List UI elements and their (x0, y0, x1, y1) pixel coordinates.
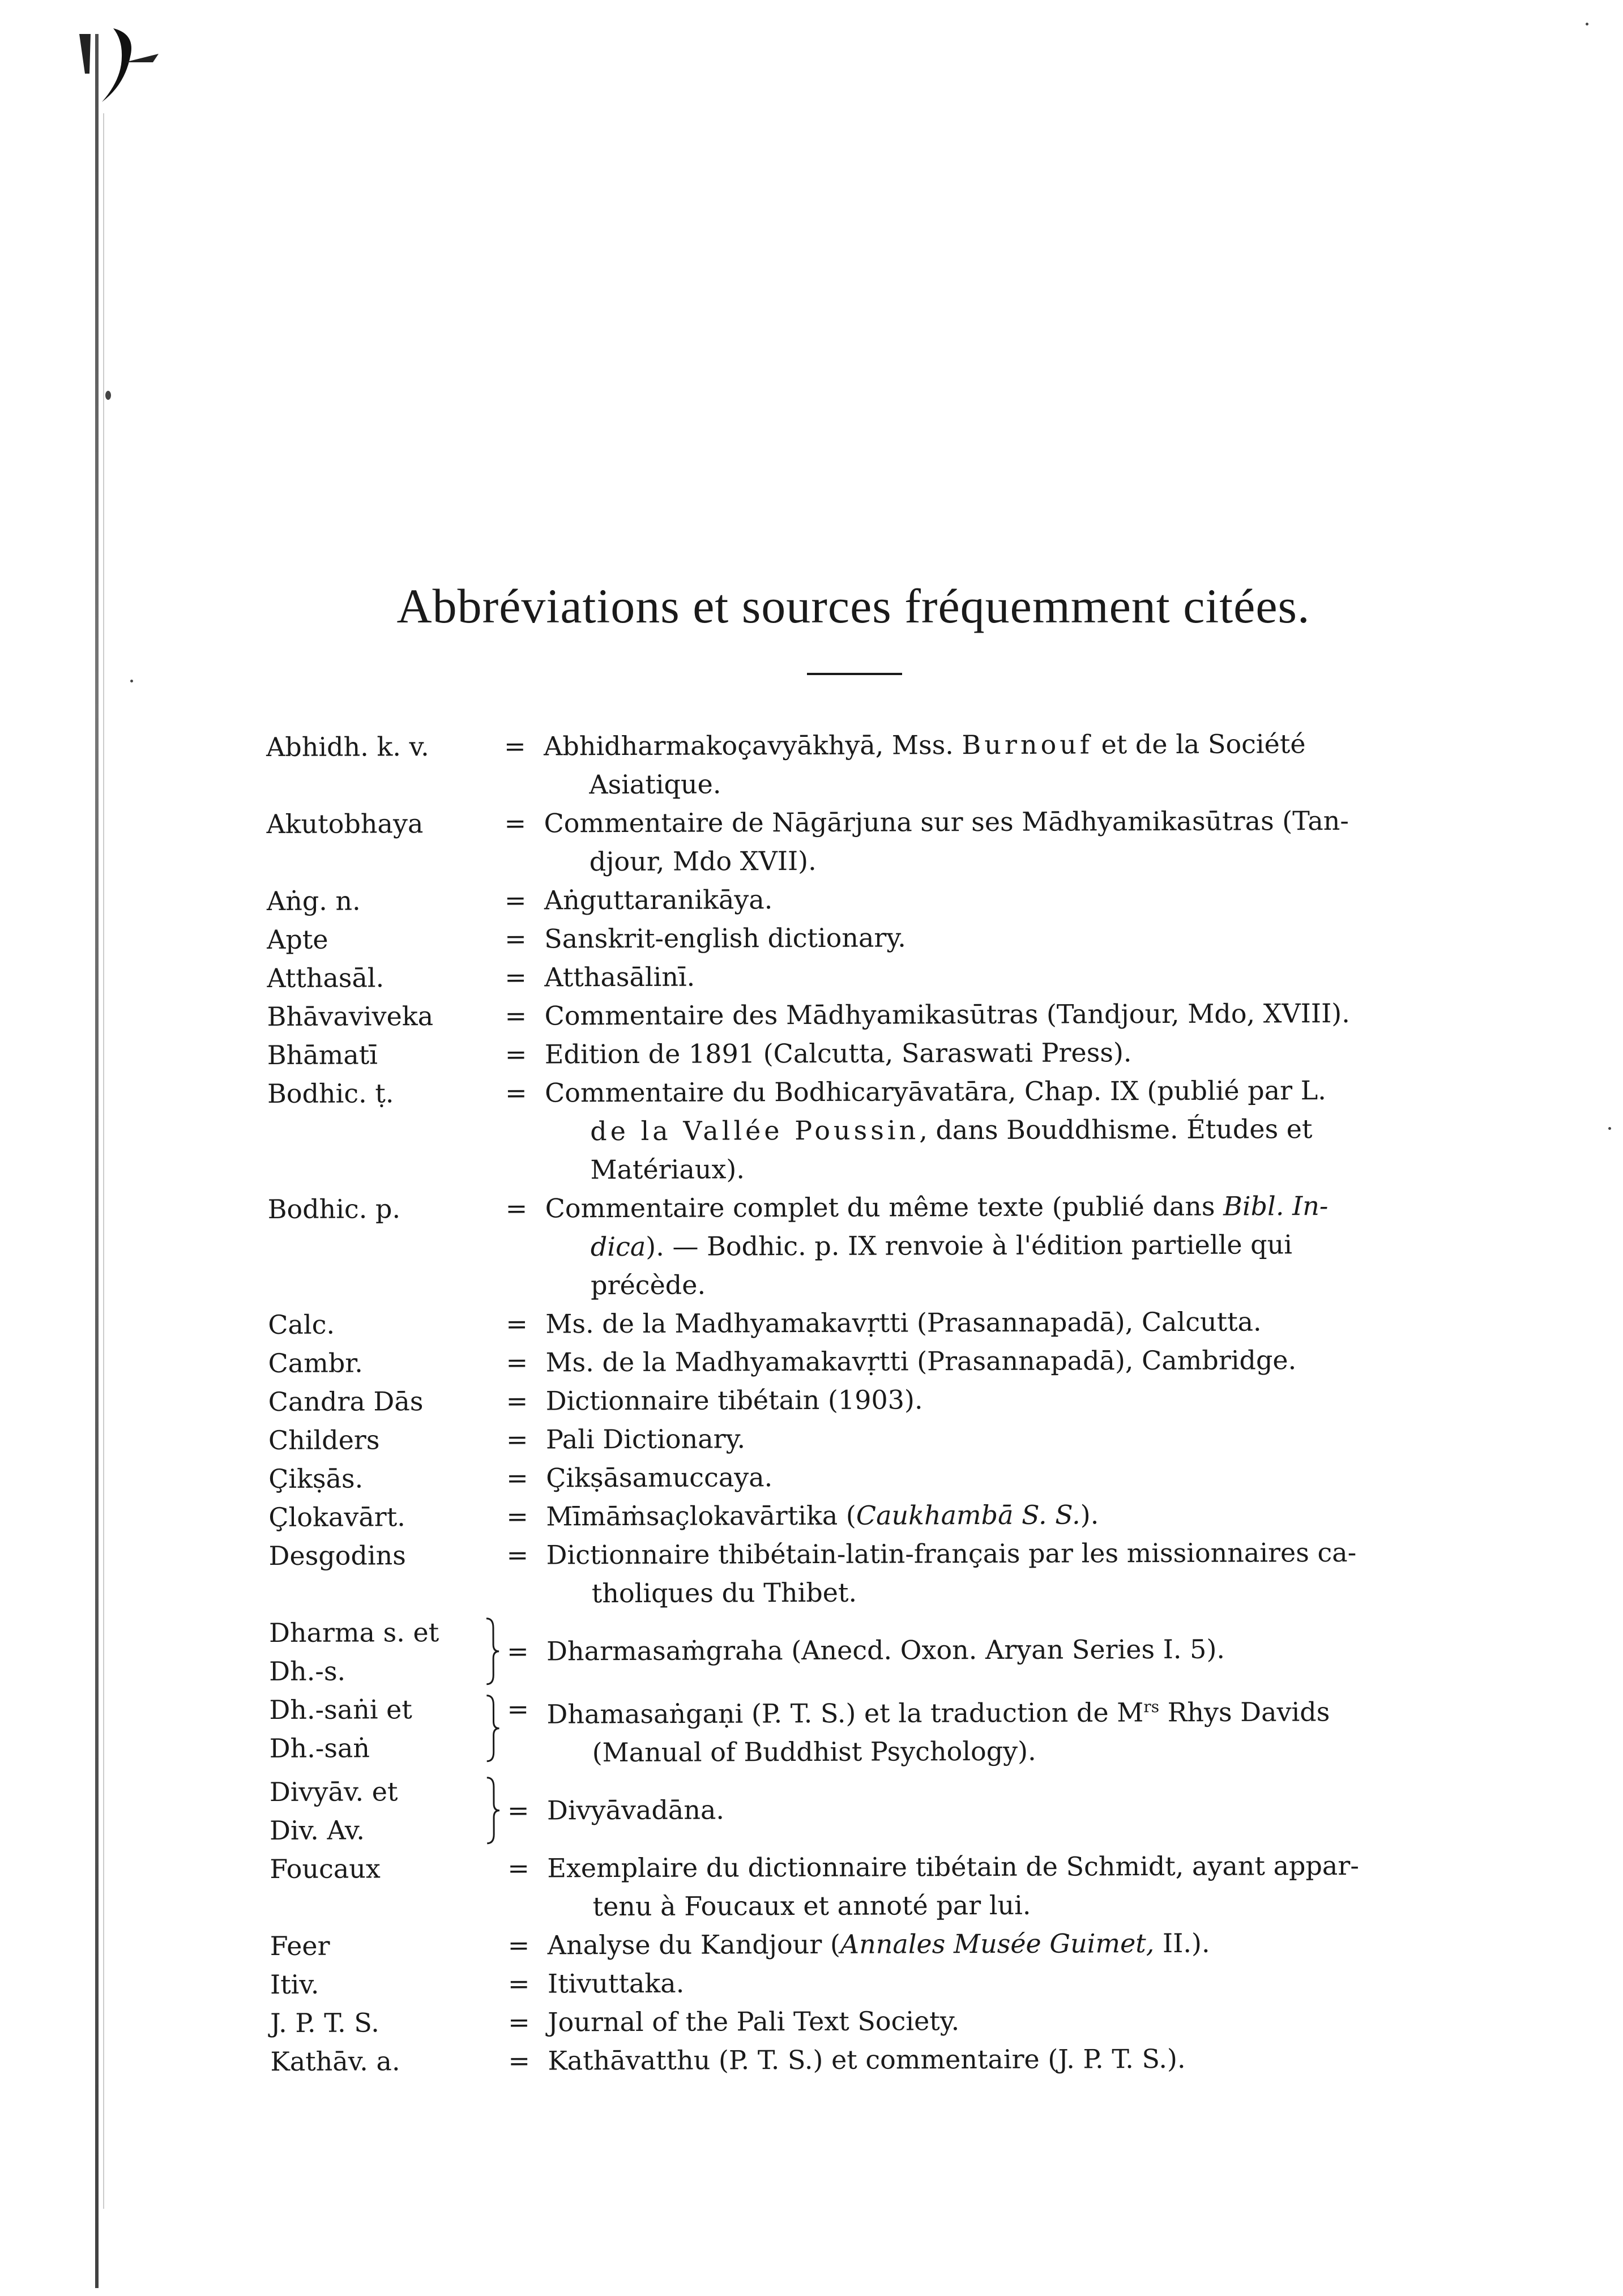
equals-sign: = (505, 1000, 527, 1031)
entry-abbreviation: Feer (270, 1930, 330, 1962)
list-item (269, 1610, 1458, 1691)
entry-definition: Mīmāṁsaçlokavārtika (Caukhambā S. S.). (546, 1499, 1099, 1532)
equals-sign: = (504, 731, 526, 762)
entry-abbreviation: Itiv. (270, 1969, 319, 2000)
entry-abbreviation: Candra Dās (268, 1386, 424, 1417)
list-item (270, 1962, 1459, 2004)
list-item (268, 1494, 1458, 1537)
entry-abbreviation: Apte (267, 924, 328, 955)
list-item (267, 1070, 1457, 1190)
entry-definition: Commentaire des Mādhyamikasūtras (Tandjour, Mdo, XVIII). (544, 997, 1350, 1031)
list-item (266, 801, 1455, 882)
entry-definition: Exemplaire du dictionnaire tibétain de Schmidt, ayant appar- tenu à Foucaux et annoté par lui. (547, 1850, 1359, 1922)
entry-abbreviation: Desgodins (268, 1540, 406, 1571)
entry-definition: Commentaire de Nāgārjuna sur ses Mādhyamikasūtras (Tan- djour, Mdo XVII). (544, 805, 1349, 877)
list-item (267, 1032, 1457, 1074)
entry-abbreviation: J. P. T. S. (270, 2007, 379, 2039)
entry-definition: Abhidharmakoçavyākhyā, Mss. Burnouf et de la Société Asiatique. (544, 728, 1306, 800)
equals-sign: = (506, 1462, 528, 1493)
equals-sign: = (506, 1385, 528, 1416)
entry-definition: Pali Dictionary. (545, 1423, 746, 1455)
entry-abbreviation: Divyāv. et Div. Av. (270, 1772, 507, 1850)
equals-sign: = (505, 962, 527, 993)
entry-definition: Çikṣāsamuccaya. (546, 1462, 773, 1493)
equals-sign: = (506, 1347, 528, 1378)
entry-definition: Divyāvadāna. (546, 1794, 725, 1826)
entry-abbreviation: Bodhic. p. (267, 1193, 401, 1224)
entry-definition: Sanskrit-english dictionary. (544, 922, 906, 954)
equals-sign: = (505, 1193, 528, 1224)
list-item (266, 724, 1455, 805)
entry-abbreviation: Atthasāl. (267, 962, 385, 993)
equals-sign: = (506, 1501, 529, 1532)
entry-abbreviation: Bodhic. ṭ. (267, 1078, 394, 1109)
equals-sign: = (507, 1636, 529, 1667)
entry-definition: Kathāvatthu (P. T. S.) et commentaire (J. P. T. S.). (548, 2043, 1186, 2076)
list-item (268, 1379, 1458, 1421)
equals-sign: = (507, 1930, 530, 1961)
entry-definition: Aṅguttaranikāya. (544, 884, 773, 916)
list-item (268, 1186, 1458, 1305)
entry-definition: Ms. de la Madhyamakavṛtti (Prasannapadā), Calcutta. (545, 1306, 1262, 1339)
entry-abbreviation: Childers (268, 1424, 380, 1456)
equals-sign: = (504, 808, 527, 839)
speck (1608, 1127, 1611, 1130)
entry-definition: Dictionnaire tibétain (1903). (545, 1384, 923, 1416)
right-brace-icon (484, 1616, 500, 1687)
equals-sign: = (508, 2007, 530, 2038)
equals-sign: = (507, 1853, 529, 1884)
list-item (268, 1301, 1457, 1344)
list-item (270, 1923, 1459, 1966)
equals-sign: = (507, 1693, 529, 1725)
entry-definition: Atthasālinī. (544, 961, 695, 993)
abbreviation-list (266, 724, 1459, 2081)
equals-sign: = (505, 923, 527, 954)
equals-sign: = (505, 1077, 527, 1108)
list-item (268, 1456, 1458, 1498)
entry-definition: Dharmasaṁgraha (Anecd. Oxon. Aryan Series I. 5). (546, 1633, 1225, 1667)
entry-abbreviation: Calc. (268, 1309, 335, 1340)
entry-abbreviation: Akutobhaya (266, 808, 424, 839)
equals-sign: = (507, 1795, 529, 1826)
equals-sign: = (504, 885, 527, 916)
entry-definition: Analyse du Kandjour (Annales Musée Guimet, II.). (547, 1928, 1210, 1961)
list-item (268, 1340, 1457, 1382)
list-item (268, 1417, 1458, 1459)
entry-definition: Commentaire du Bodhicaryāvatāra, Chap. IX (publié par L. de la Vallée Poussin, dans Bouddhisme. Études et Matériaux). (544, 1075, 1326, 1185)
entry-abbreviation: Bhāmatī (267, 1039, 378, 1070)
equals-sign: = (507, 1968, 530, 1999)
entry-definition: Dictionnaire thibétain-latin-français par les missionnaires ca- tholiques du Thibet. (546, 1537, 1357, 1609)
entry-abbreviation: Abhidh. k. v. (266, 731, 429, 762)
entry-definition: Ms. de la Madhyamakavṛtti (Prasannapadā), Cambridge. (545, 1345, 1297, 1378)
entry-abbreviation: Cambr. (268, 1347, 363, 1379)
list-item (267, 916, 1456, 959)
entry-abbreviation: Bhāvaviveka (267, 1001, 434, 1032)
equals-sign: = (506, 1539, 529, 1571)
equals-sign: = (506, 1424, 528, 1455)
equals-sign: = (506, 1308, 528, 1339)
corner-ink-mark (68, 23, 170, 108)
page-shadow-line (103, 113, 104, 2209)
equals-sign: = (505, 1039, 527, 1070)
entry-definition: Edition de 1891 (Calcutta, Saraswati Press). (544, 1037, 1132, 1070)
title-rule (807, 673, 902, 675)
entry-definition: Journal of the Pali Text Society. (548, 2005, 960, 2038)
speck (130, 680, 133, 682)
right-brace-icon (485, 1776, 501, 1846)
equals-sign: = (508, 2045, 531, 2076)
list-item (268, 1533, 1458, 1614)
entry-abbreviation: Dh.-saṅi et Dh.-saṅ (269, 1690, 507, 1768)
speck (105, 391, 111, 400)
list-item (270, 2039, 1459, 2081)
list-item (270, 1846, 1459, 1927)
entry-abbreviation: Aṅg. n. (266, 885, 361, 916)
entry-abbreviation: Kathāv. a. (270, 2046, 400, 2077)
list-item (267, 993, 1456, 1036)
list-item (270, 1769, 1459, 1850)
speck (1586, 23, 1588, 25)
entry-abbreviation: Dharma s. et Dh.-s. (269, 1613, 507, 1691)
entry-definition: Commentaire complet du même texte (publié dans Bibl. In- dica). — Bodhic. p. IX renvoie à l'édition partielle qui précède. (545, 1190, 1329, 1301)
page-binding-edge (95, 34, 99, 2288)
page-title: Abbréviations et sources fréquemment citées. (396, 579, 1310, 633)
list-item (269, 1687, 1458, 1773)
entry-abbreviation: Foucaux (270, 1853, 381, 1885)
right-brace-icon (484, 1693, 500, 1764)
list-item (270, 2000, 1459, 2043)
list-item (267, 955, 1456, 997)
list-item (267, 878, 1456, 920)
entry-abbreviation: Çikṣās. (268, 1463, 364, 1494)
entry-definition: Itivuttaka. (547, 1968, 685, 1999)
entry-definition: Dhamasaṅgaṇi (P. T. S.) et la traduction de $M^{rs}$ Rhys Davids (Manual of Buddhist Psychology). (546, 1696, 1330, 1768)
entry-abbreviation: Çlokavārt. (268, 1501, 405, 1533)
